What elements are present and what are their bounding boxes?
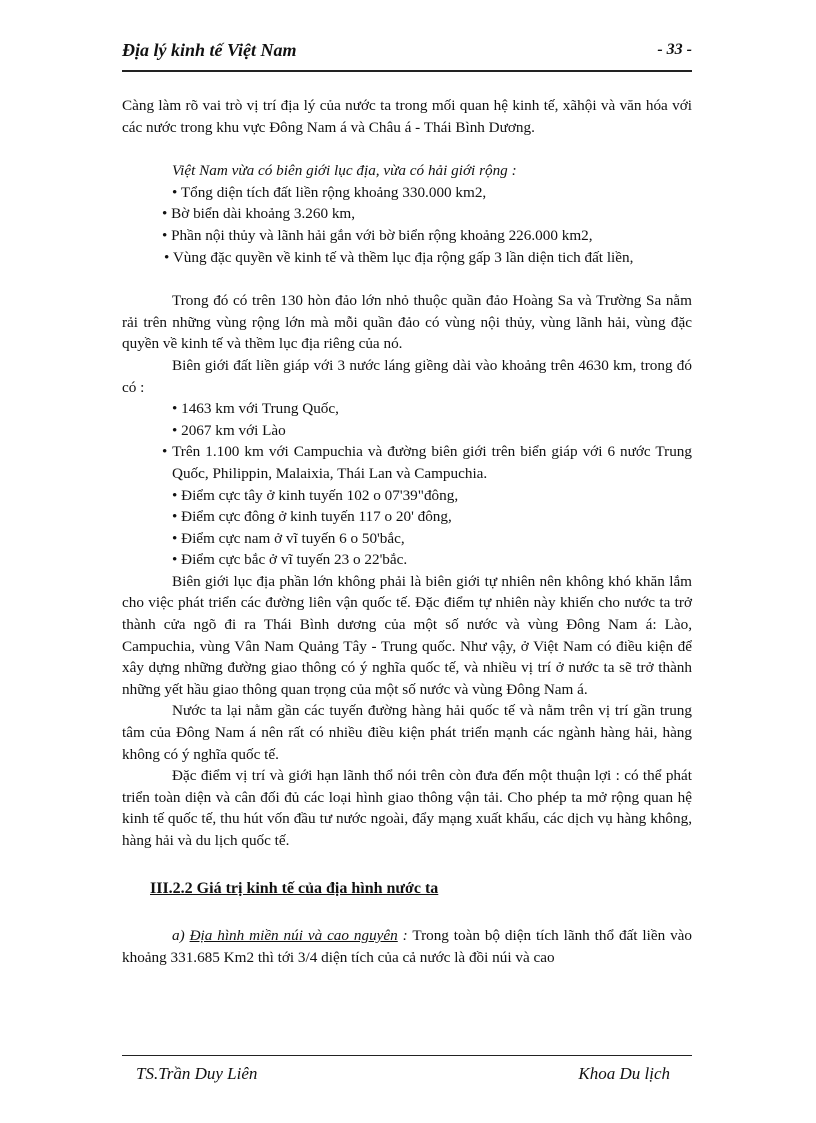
neighbor-bullet: • 1463 km với Trung Quốc, (172, 400, 339, 418)
border-bullet: • Tổng diện tích đất liền rộng khoảng 330.000 km2, (172, 183, 487, 201)
border-bullet: • Vùng đặc quyền về kinh tế và thềm lục địa rộng gấp 3 lần diện tich đất liền, (164, 248, 634, 266)
page-number: - 33 - (657, 41, 692, 58)
advantage-paragraph: Đặc điểm vị trí và giới hạn lãnh thổ nói trên còn đưa đến một thuận lợi : có thể phát triển toàn diện và cân đối đủ các loại hình giao thông vận tải. Cho phép ta mở rộng quan hệ kinh tế quốc tế, thu hút vốn đầu tư nước ngoài, đẩy mạng xuất khẩu, các dịch vụ hàng không, hàng hải và du lịch quốc tế. (122, 767, 692, 849)
islands-paragraph: Trong đó có trên 130 hòn đảo lớn nhỏ thuộc quần đảo Hoàng Sa và Trường Sa nằm rải trên những vùng rộng lớn mà mỗi quần đảo có vùng nội thủy, vùng lãnh hải, vùng đặc quyền về kinh tế và thềm lục địa riêng của nó. (122, 292, 692, 353)
neighbor-bullet: • Điểm cực nam ở vĩ tuyến 6 o 50'bắc, (172, 529, 405, 547)
sub-a-paragraph (122, 925, 692, 968)
header-title: Địa lý kinh tế Việt Nam (122, 40, 297, 60)
intro-paragraph: Càng làm rõ vai trò vị trí địa lý của nước ta trong mối quan hệ kinh tế, xãhội và văn hóa với các nước trong khu vực Đông Nam á và Châu á - Thái Bình Dương. (122, 97, 692, 136)
page-footer (122, 1064, 692, 1088)
header-divider (122, 70, 692, 72)
footer-divider (122, 1055, 692, 1056)
border-nature-paragraph: Biên giới lục địa phần lớn không phải là biên giới tự nhiên nên không khó khăn lắm cho việc phát triển các đường liên vận quốc tế. Đặc điểm tự nhiên này khiến cho nước ta trở thành cửa ngõ đi ra Thái Bình dương của một số nước và vùng Đông Nam á: Lào, Campuchia, vùng Vân Nam Quảng Tây - Trung quốc. Như vậy, ở Việt Nam có điều kiện để xây dựng những đường giao thông có ý nghĩa quốc tế, và nhiều vị trí ở nước ta sẽ trở thành những yết hầu giao thông quan trọng của một số nước và vùng Đông Nam á. (122, 572, 692, 698)
sub-a-label: a) (172, 927, 185, 945)
border-bullet: • Bờ biển dài khoảng 3.260 km, (162, 205, 356, 223)
neighbor-bullet: • Điểm cực bắc ở vĩ tuyến 23 o 22'bắc. (172, 551, 408, 569)
land-border-paragraph: Biên giới đất liền giáp với 3 nước láng giềng dài vào khoảng trên 4630 km, trong đó có : (122, 356, 692, 396)
sub-a-colon: : (397, 927, 408, 945)
neighbor-bullet: • Điểm cực tây ở kinh tuyến 102 o 07'39"đông, (172, 486, 459, 504)
neighbor-bullet: • 2067 km với Lào (172, 421, 286, 439)
footer-department: Khoa Du lịch (578, 1064, 670, 1083)
sea-routes-paragraph: Nước ta lại nằm gần các tuyến đường hàng hải quốc tế và nằm trên vị trí gần trung tâm của Đông Nam á nên rất có nhiều điều kiện phát triển mạnh các ngành hàng hải, hàng không có ý nghĩa quốc tế. (122, 702, 692, 763)
footer-author: TS.Trần Duy Liên (136, 1064, 258, 1083)
section-heading: III.2.2 Giá trị kinh tế của địa hình nước ta (150, 879, 439, 897)
document-body (122, 95, 692, 968)
page-header (122, 38, 692, 66)
neighbor-bullet: • Điểm cực đông ở kinh tuyến 117 o 20' đông, (172, 508, 452, 526)
sub-a-title: Địa hình miền núi và cao nguyên (189, 927, 398, 945)
border-bullet: • Phần nội thủy và lãnh hải gắn với bờ biển rộng khoảng 226.000 km2, (162, 226, 593, 244)
border-intro: Việt Nam vừa có biên giới lục địa, vừa có hải giới rộng : (172, 162, 517, 180)
sub-a-text: Trong toàn bộ diện tích lãnh thổ đất liền vào khoảng 331.685 Km2 thì tới 3/4 diện tích của cả nước là đồi núi và cao (122, 927, 692, 966)
neighbor-bullet: • Trên 1.100 km với Campuchia và đường biên giới trên biển giáp với 6 nước Trung Quốc, Philippin, Malaixia, Thái Lan và Campuchia. (162, 443, 692, 482)
